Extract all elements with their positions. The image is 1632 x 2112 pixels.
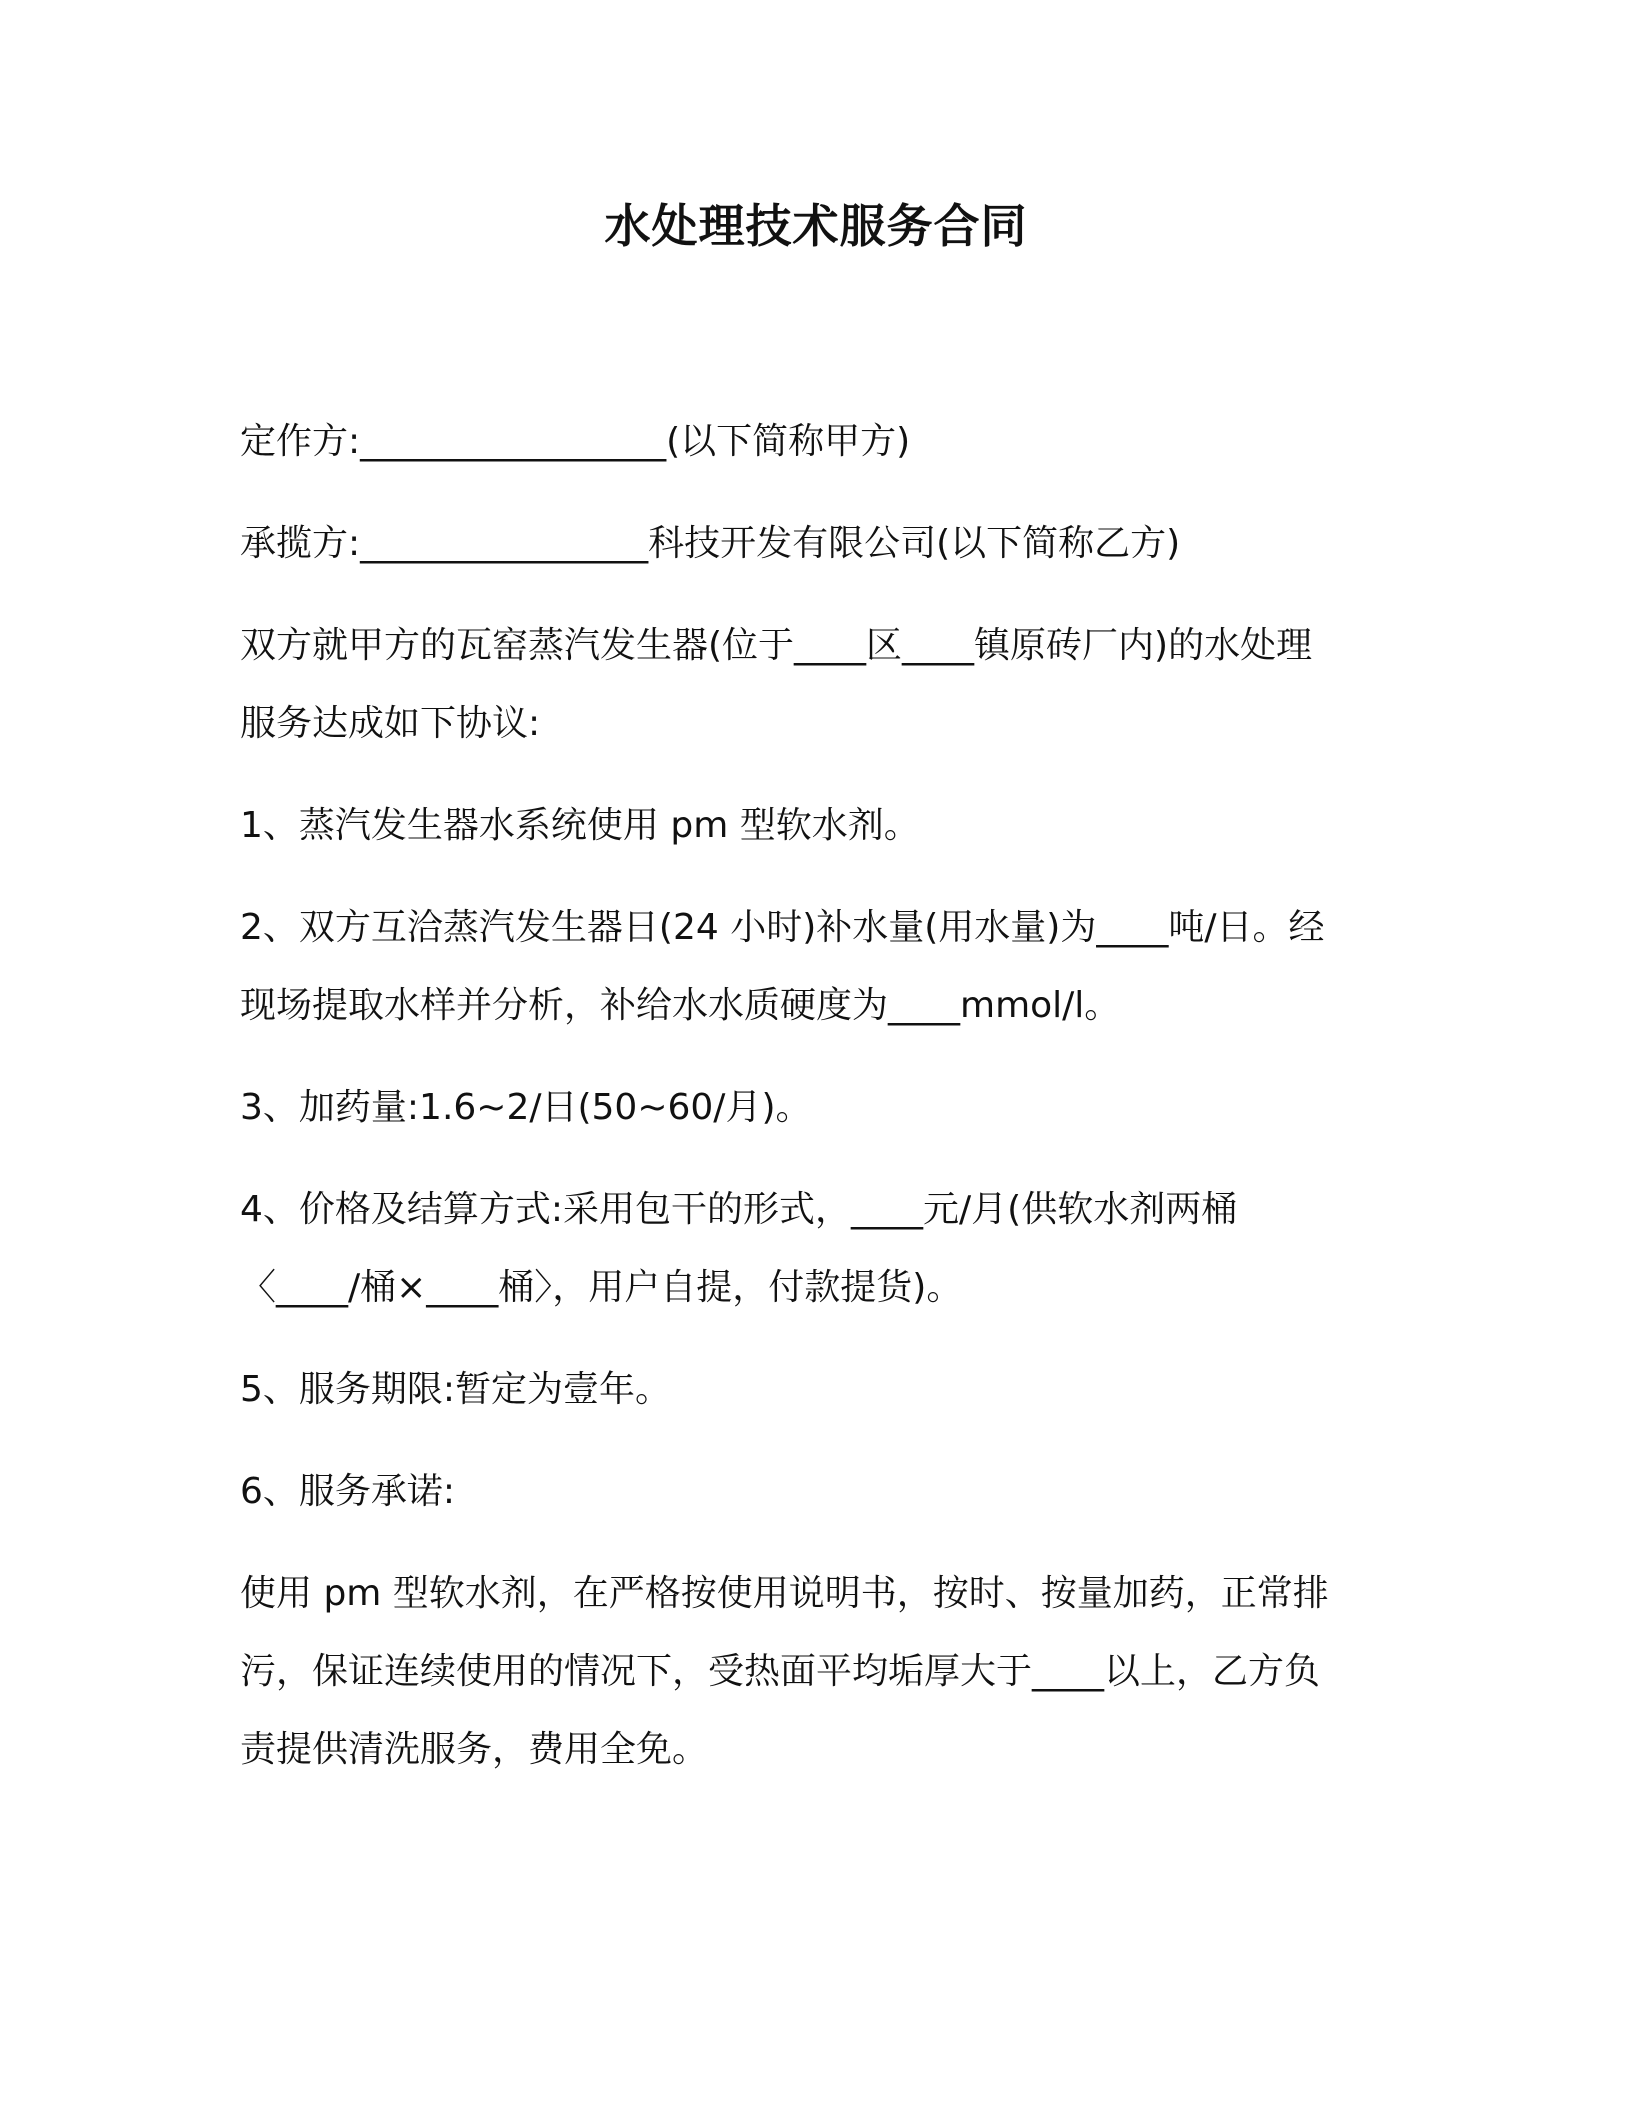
clause-6-body-line-2: 污，保证连续使用的情况下，受热面平均垢厚大于____以上，乙方负: [240, 1651, 1321, 1692]
clause-2-line-1: 2、双方互洽蒸汽发生器日(24 小时)补水量(用水量)为____吨/日。经: [240, 907, 1325, 948]
clause-6-body-line-1: 使用 pm 型软水剂，在严格按使用说明书，按时、按量加药，正常排: [240, 1573, 1329, 1614]
party-b-line: 承揽方:________________科技开发有限公司(以下简称乙方): [240, 523, 1181, 564]
clause-4-line-2: 〈____/桶×____桶〉，用户自提，付款提货)。: [240, 1267, 963, 1308]
agreement-intro-line-2: 服务达成如下协议:: [240, 703, 541, 744]
clause-2-line-2: 现场提取水样并分析，补给水水质硬度为____mmol/l。: [240, 985, 1121, 1026]
clause-1: 1、蒸汽发生器水系统使用 pm 型软水剂。: [240, 805, 920, 846]
clause-4-line-1: 4、价格及结算方式:采用包干的形式，____元/月(供软水剂两桶: [240, 1189, 1238, 1230]
clause-6-body-line-3: 责提供清洗服务，费用全免。: [240, 1729, 709, 1770]
party-a-line: 定作方:_________________(以下简称甲方): [240, 421, 911, 462]
document-title: 水处理技术服务合同: [604, 199, 1028, 253]
agreement-intro-line-1: 双方就甲方的瓦窑蒸汽发生器(位于____区____镇原砖厂内)的水处理: [240, 625, 1313, 666]
clause-5: 5、服务期限:暂定为壹年。: [240, 1369, 672, 1410]
clause-6-heading: 6、服务承诺:: [240, 1471, 456, 1512]
clause-3: 3、加药量:1.6~2/日(50~60/月)。: [240, 1087, 812, 1128]
